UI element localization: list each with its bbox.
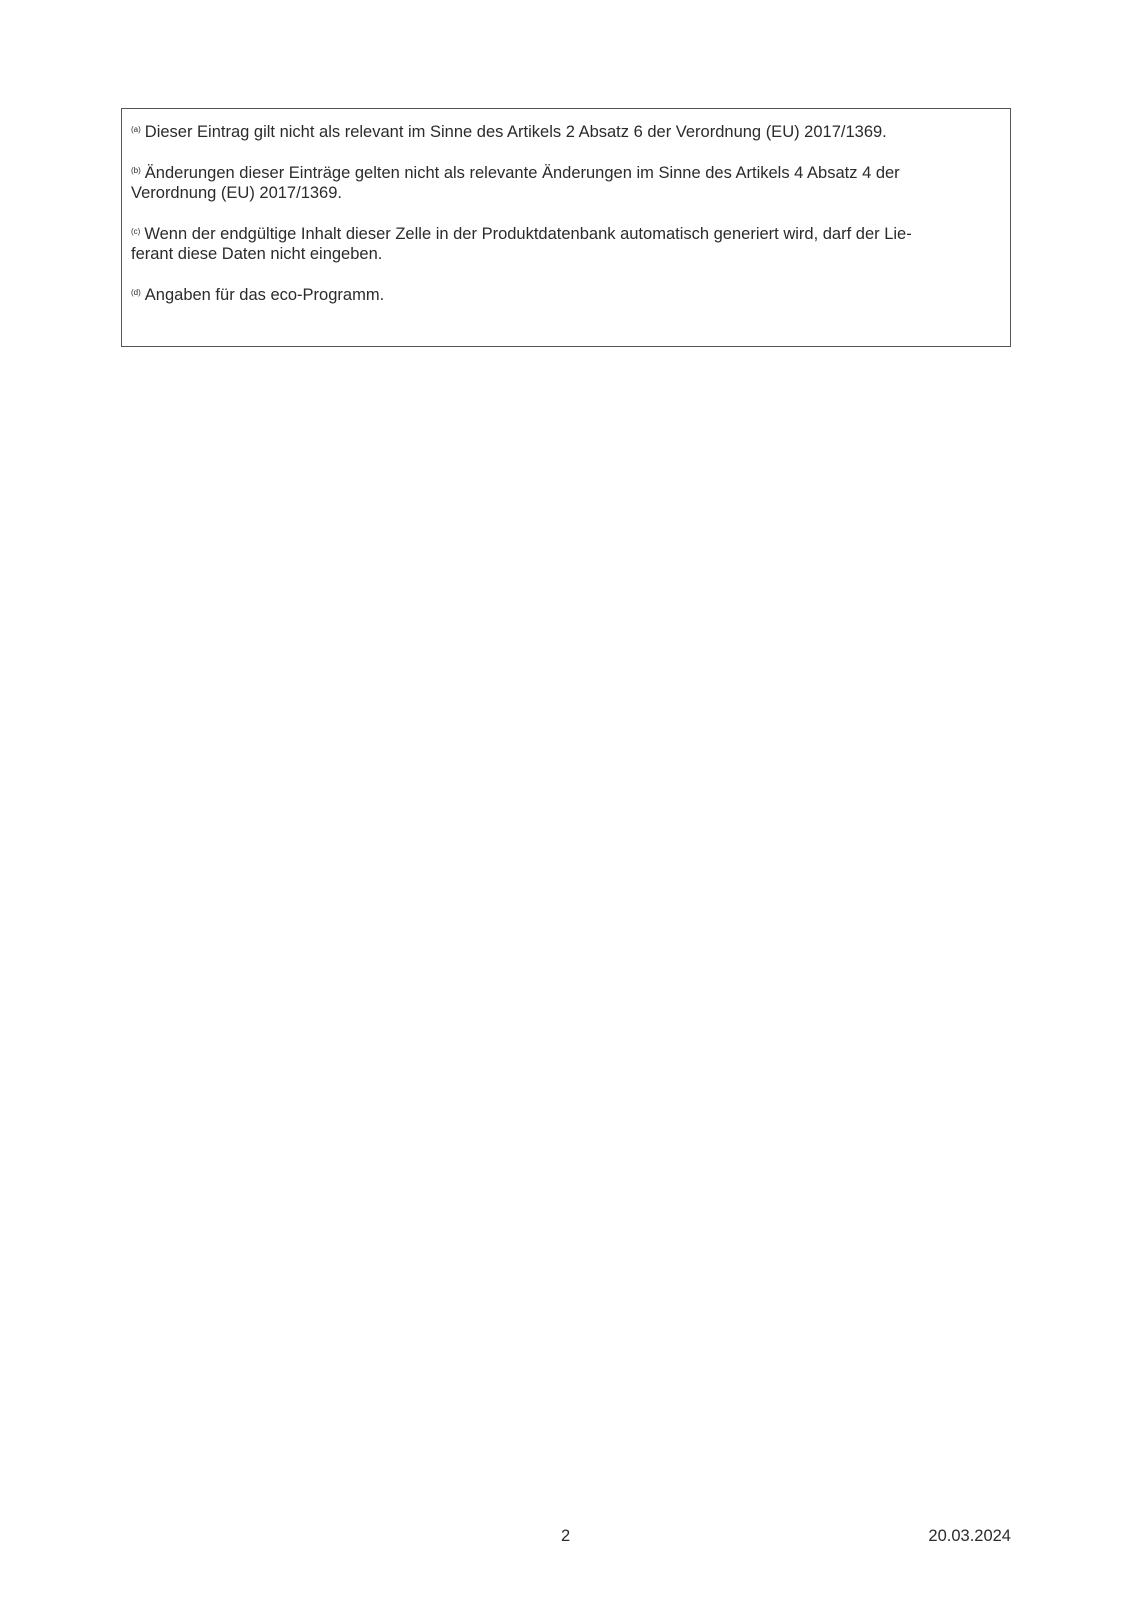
footnote-b — [131, 163, 1001, 203]
footnote-text: Dieser Eintrag gilt nicht als relevant im Sinne des Artikels 2 Absatz 6 der Verordnung (EU) 2017/1369. — [144, 123, 887, 141]
page-number: 2 — [561, 1527, 571, 1545]
footnote-text-line-2: ferant diese Daten nicht eingeben. — [131, 245, 383, 263]
footnote-marker: (c) — [131, 227, 141, 236]
footnote-a — [131, 122, 1001, 142]
footnote-marker: (b) — [131, 166, 141, 175]
document-date: 20.03.2024 — [928, 1527, 1011, 1545]
footnote-text-line-1: Wenn der endgültige Inhalt dieser Zelle in der Produktdatenbank automatisch generiert wird, darf der Lie- — [144, 225, 912, 243]
footnote-d — [131, 285, 1001, 305]
footnotes-box — [121, 108, 1011, 347]
footnote-marker: (d) — [131, 288, 141, 297]
footnote-text: Angaben für das eco-Programm. — [144, 286, 385, 304]
footnote-text-line-1: Änderungen dieser Einträge gelten nicht als relevante Änderungen im Sinne des Artikels 4 Absatz 4 der — [144, 164, 900, 182]
footnote-c — [131, 224, 1001, 264]
footnote-marker: (a) — [131, 125, 141, 134]
footnote-text-line-2: Verordnung (EU) 2017/1369. — [131, 184, 342, 202]
